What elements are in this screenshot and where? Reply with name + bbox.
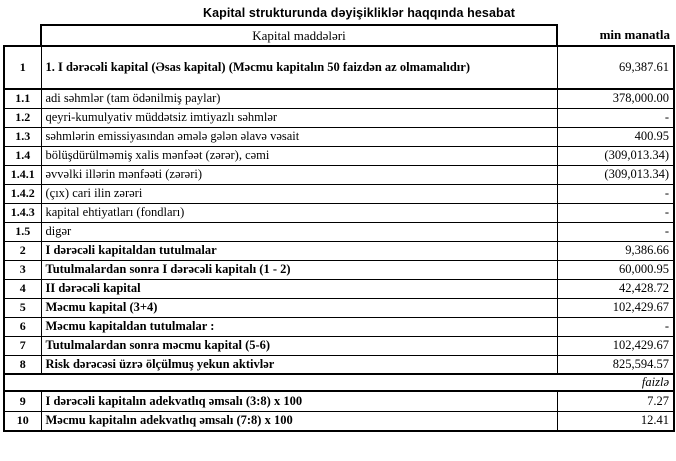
row-value: 102,429.67 [557, 298, 674, 317]
row-value: (309,013.34) [557, 146, 674, 165]
row-number: 1.4.1 [4, 165, 41, 184]
table-row [4, 411, 674, 431]
row-number: 1.4.3 [4, 203, 41, 222]
table-row [4, 184, 674, 203]
table-body [4, 46, 674, 431]
row-label: əvvəlki illərin mənfəəti (zərəri) [41, 165, 557, 184]
row-value: - [557, 317, 674, 336]
row-number: 1.3 [4, 127, 41, 146]
row-value: - [557, 184, 674, 203]
table-row [4, 222, 674, 241]
row-number: 1.4.2 [4, 184, 41, 203]
table-row [4, 391, 674, 411]
unit-note-label: faizlə [4, 374, 674, 391]
row-value: 102,429.67 [557, 336, 674, 355]
row-value: 60,000.95 [557, 260, 674, 279]
table-row [4, 46, 674, 89]
row-value: 7.27 [557, 391, 674, 411]
row-label: Məcmu kapitaldan tutulmalar : [41, 317, 557, 336]
unit-note-row [4, 374, 674, 391]
row-value: 378,000.00 [557, 89, 674, 108]
row-number: 1.2 [4, 108, 41, 127]
row-label: bölüşdürülməmiş xalis mənfəət (zərər), cəmi [41, 146, 557, 165]
table-row [4, 203, 674, 222]
row-label: I dərəcəli kapitaldan tutulmalar [41, 241, 557, 260]
table-row [4, 165, 674, 184]
row-label: səhmlərin emissiyasından əmələ gələn əlavə vəsait [41, 127, 557, 146]
row-label: qeyri-kumulyativ müddətsiz imtiyazlı səhmlər [41, 108, 557, 127]
row-number: 1.4 [4, 146, 41, 165]
row-number: 4 [4, 279, 41, 298]
table-row [4, 108, 674, 127]
row-number: 3 [4, 260, 41, 279]
row-value: 400.95 [557, 127, 674, 146]
table-row [4, 127, 674, 146]
row-number: 10 [4, 411, 41, 431]
capital-structure-table [3, 24, 675, 432]
row-label: digər [41, 222, 557, 241]
header-unit-label: min manatla [599, 27, 670, 42]
row-value: (309,013.34) [557, 165, 674, 184]
row-value: 9,386.66 [557, 241, 674, 260]
row-label: kapital ehtiyatları (fondları) [41, 203, 557, 222]
table-header-row [4, 25, 674, 46]
row-label: Risk dərəcəsi üzrə ölçülmuş yekun aktivlər [41, 355, 557, 374]
row-label: I dərəcəli kapitalın adekvatlıq əmsalı (3:8) x 100 [41, 391, 557, 411]
table-row [4, 298, 674, 317]
row-value: 12.41 [557, 411, 674, 431]
row-number: 1.1 [4, 89, 41, 108]
row-value: - [557, 203, 674, 222]
table-row [4, 146, 674, 165]
row-label: adi səhmlər (tam ödənilmiş paylar) [41, 89, 557, 108]
table-row [4, 336, 674, 355]
table-row [4, 355, 674, 374]
row-label: Tutulmalardan sonra I dərəcəli kapitalı (1 - 2) [41, 260, 557, 279]
table-row [4, 89, 674, 108]
row-label: (çıx) cari ilin zərəri [41, 184, 557, 203]
row-number: 6 [4, 317, 41, 336]
row-value: - [557, 222, 674, 241]
row-number: 2 [4, 241, 41, 260]
row-label: Məcmu kapital (3+4) [41, 298, 557, 317]
row-label: 1. I dərəcəli kapital (Əsas kapital) (Məcmu kapitalın 50 faizdən az olmamalıdır) [41, 46, 557, 89]
row-number: 9 [4, 391, 41, 411]
row-label: II dərəcəli kapital [41, 279, 557, 298]
row-value: 42,428.72 [557, 279, 674, 298]
row-number: 8 [4, 355, 41, 374]
row-number: 5 [4, 298, 41, 317]
row-value: 69,387.61 [557, 46, 674, 89]
row-number: 7 [4, 336, 41, 355]
report-title: Kapital strukturunda dəyişikliklər haqqında hesabat [202, 6, 516, 20]
header-blank-cell [4, 25, 41, 46]
row-number: 1.5 [4, 222, 41, 241]
table-row [4, 241, 674, 260]
row-label: Tutulmalardan sonra məcmu kapital (5-6) [41, 336, 557, 355]
row-label: Məcmu kapitalın adekvatlıq əmsalı (7:8) x 100 [41, 411, 557, 431]
table-row [4, 279, 674, 298]
row-value: - [557, 108, 674, 127]
table-row [4, 317, 674, 336]
row-number: 1 [4, 46, 41, 89]
row-value: 825,594.57 [557, 355, 674, 374]
table-row [4, 260, 674, 279]
header-items-label: Kapital maddələri [41, 25, 557, 46]
